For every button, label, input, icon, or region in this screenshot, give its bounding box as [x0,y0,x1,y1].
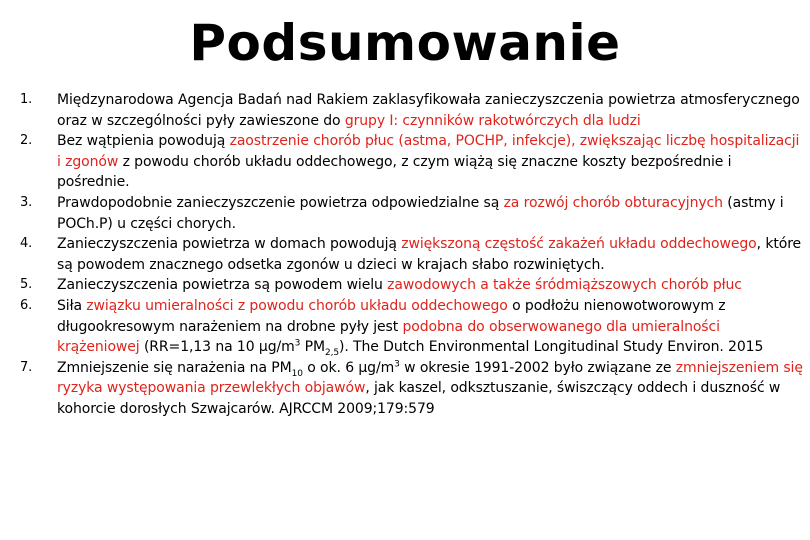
text-segment: w okresie 1991-2002 było związane ze [399,359,676,376]
list-item-text [57,92,800,129]
list-item-number: 7. [20,359,33,375]
list-item-number: 5. [20,277,33,293]
list-item [20,358,805,420]
text-segment: PM [300,339,325,356]
list-item-text [57,236,801,273]
highlighted-text: zwiększoną częstość zakażeń układu oddechowego [401,236,757,253]
text-segment: o ok. 6 [302,359,359,376]
text-segment: μ [358,359,368,376]
text-segment: μ [258,339,268,356]
list-item [20,275,805,296]
list-item-number: 3. [20,194,33,210]
list-item-number: 1. [20,92,33,107]
text-segment: Siła [57,297,87,314]
list-item [20,234,805,275]
list-item-text [57,277,742,293]
highlighted-text: grupy I: czynników rakotwórczych dla ludzi [344,112,641,129]
highlighted-text: za rozwój chorób obturacyjnych [503,194,723,211]
list-item [20,193,805,234]
list-item-text [57,360,803,417]
slide-title: Podsumowanie [189,14,621,72]
text-segment: Międzynarodowa Agencja Badań nad Rakiem zaklasyfikowała zanieczyszczenia powietrza atmosferycznego oraz w szczególności pyły zawieszone do [57,92,800,129]
highlighted-text: zmniejszeniem się ryzyka występowania przewlekłych objawów [57,359,803,397]
text-segment: Zmniejszenie się narażenia na PM [57,359,292,376]
list-item-text [57,133,799,190]
list-item-number: 2. [20,133,33,149]
text-segment: o podłożu nienowotworowym z długookresowym narażeniem na drobne pyły jest [57,297,726,335]
highlighted-text: podobna do obserwowanego dla umieralności krążeniowej [57,318,720,356]
text-segment: ). The Dutch Environmental Longitudinal Study Environ. 2015 [338,339,764,356]
text-segment: Bez wątpienia powodują [57,133,230,150]
text-segment: 3 [394,359,400,370]
list-item [20,296,805,358]
list-item [20,90,805,131]
highlighted-text: związku umieralności z powodu chorób układu oddechowego [86,297,508,314]
text-segment: (RR=1,13 na 10 [139,339,259,356]
text-segment: g/m [367,359,395,376]
text-segment: , jak kaszel, odksztuszanie, świszczący oddech i duszność w kohorcie dorosłych Szwajcarów. AJRCCM 2009;179:579 [57,380,781,417]
list-item-number: 6. [20,297,33,313]
list-item-number: 4. [20,236,33,252]
text-segment: Prawdopodobnie zanieczyszczenie powietrza odpowiedzialne są [57,194,504,211]
list-item-text [57,195,784,232]
text-segment: 10 [291,368,303,379]
list-item-text [57,297,764,358]
text-segment: g/m [267,339,295,356]
list-item [20,131,805,193]
text-segment: , które są powodem znacznego odsetka zgonów u dzieci w krajach słabo rozwiniętych. [57,236,802,273]
text-segment: 3 [294,338,301,349]
highlighted-text: zaostrzenie chorób płuc (astma, POCHP, infekcje), zwiększając liczbę hospitalizacji i zgonów [57,133,800,170]
text-segment: 2,5 [324,347,339,358]
highlighted-text: zawodowych a także śródmiąższowych chorób płuc [387,277,742,294]
text-segment: (astmy i POCh.P) u części chorych. [57,194,784,232]
text-segment: Zanieczyszczenia powietrza w domach powodują [57,236,402,253]
text-segment: z powodu chorób układu oddechowego, z czym wiążą się znaczne koszty bezpośrednie i pośrednie. [57,153,732,191]
summary-list [20,90,805,420]
text-segment: Zanieczyszczenia powietrza są powodem wielu [57,277,388,294]
